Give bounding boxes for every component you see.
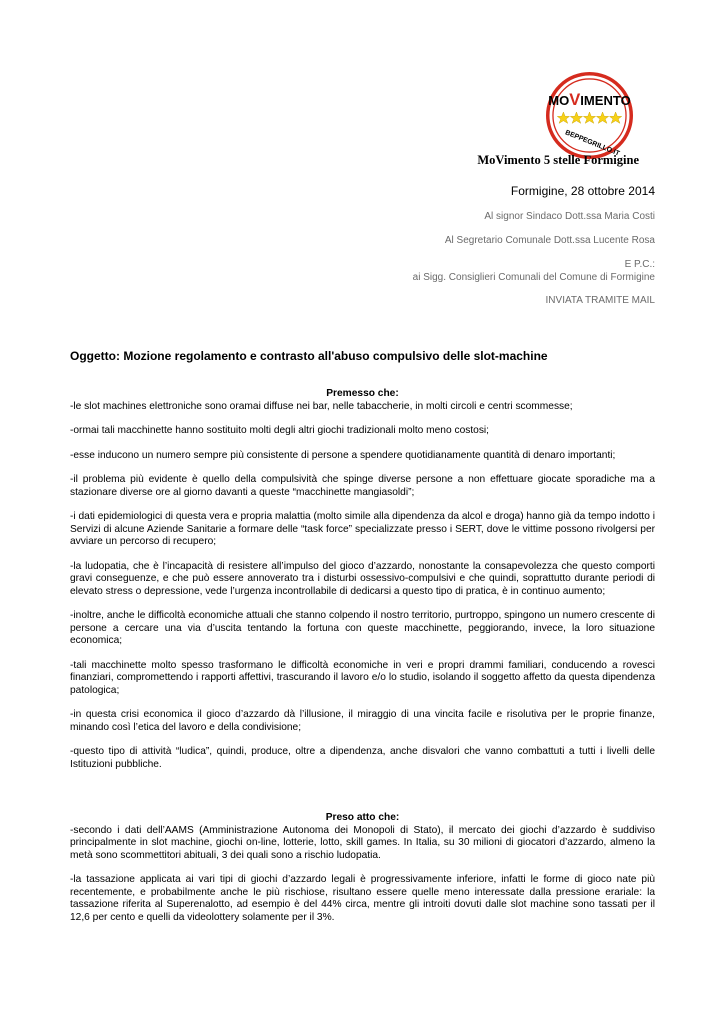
cc-label: E P.C.: xyxy=(624,259,655,270)
document-date: Formigine, 28 ottobre 2014 xyxy=(510,184,655,198)
preso-atto-item: -secondo i dati dell’AAMS (Amministrazione Autonoma dei Monopoli di Stato), il mercato dei giochi d’azzardo è suddiviso principalmente in slot machine, giochi on-line, lotterie, lotto, skill games. In Italia, su 30 milioni di giocatori d’azzardo, almeno la metà sono scommettitori abituali, 3 dei quali sono a rischio ludopatia. xyxy=(70,824,655,861)
logo-brand-text: MOVIMENTO xyxy=(548,90,631,110)
addressee-secretary: Al Segretario Comunale Dott.ssa Lucente Rosa xyxy=(444,235,655,246)
premesso-item: -inoltre, anche le difficoltà economiche attuali che stanno colpendo il nostro territorio, purtroppo, spingono un numero crescente di persone a cercare una via d’uscita tentando la fortuna con queste macchinette, peggiorando, invece, la loro situazione economica; xyxy=(70,610,655,646)
cc-text: ai Sigg. Consiglieri Comunali del Comune di Formigine xyxy=(412,272,655,283)
premesso-item: -esse inducono un numero sempre più consistente di persone a spendere quotidianamente quantità di denaro importanti; xyxy=(70,449,616,461)
premesso-section xyxy=(70,388,655,771)
preso-atto-heading: Preso atto che: xyxy=(325,812,400,823)
premesso-heading: Premesso che: xyxy=(326,388,399,399)
premesso-item: -le slot machines elettroniche sono oramai diffuse nei bar, nelle tabaccherie, in molti circoli e centri scommesse; xyxy=(70,400,573,412)
document-subject: Oggetto: Mozione regolamento e contrasto all'abuso compulsivo delle slot-machine xyxy=(70,349,548,363)
premesso-item: -i dati epidemiologici di questa vera e propria malattia (molto simile alla dipendenza da alcol e droga) hanno già da tempo indotto i Servizi di alcune Aziende Sanitarie a formare delle “task force” specializzate presso i SERT, dove le vittime possono rivolgersi per avviare un percorso di recupero; xyxy=(70,511,655,547)
preso-atto-section xyxy=(70,812,655,924)
sent-via-note: INVIATA TRAMITE MAIL xyxy=(545,295,655,306)
premesso-item: -in questa crisi economica il gioco d’azzardo dà l’illusione, il miraggio di una vincita facile e risolutiva per le proprie finanze, minando così l’etica del lavoro e della condivisione; xyxy=(70,709,655,733)
movimento-5-stelle-logo xyxy=(546,72,633,159)
premesso-item: -questo tipo di attività “ludica”, quindi, produce, oltre a dipendenza, anche disvalori che vanno combattuti a tutti i livelli delle Istituzioni pubbliche. xyxy=(70,746,655,770)
premesso-item: -tali macchinette molto spesso trasformano le difficoltà economiche in veri e propri drammi familiari, conducendo a rovesci finanziari, compromettendo i rapporti affettivi, trascurando il lavoro e/o lo studio, isolando il soggetto affetto da questa dipendenza patologica; xyxy=(70,659,655,696)
preso-atto-item: -la tassazione applicata ai vari tipi di giochi d’azzardo legali è progressivamente inferiore, infatti le forme di gioco nate più recentemente, e probabilmente anche le più rischiose, risultano essere quelle meno interessate dalla pressione erariale: la tassazione riferita al Superenalotto, ad esempio è del 44% circa, mentre gli introiti dovuti dalle slot machine sono tassati per il 12,6 per cento e quelli da videolottery solamente per il 3%. xyxy=(70,874,655,923)
premesso-item: -la ludopatia, che è l’incapacità di resistere all’impulso del gioco d’azzardo, nonostante la consapevolezza che questo comporti gravi conseguenze, e che può essere annoverato tra i disturbi ossessivo-compulsivi e che quindi, soprattutto durante periodi di elevato stress o depressione, vede l’urgenza incontrollabile di dedicarsi a questo tipo di pratica, è in continuo aumento; xyxy=(70,560,655,597)
premesso-item: -ormai tali macchinette hanno sostituito molti degli altri giochi tradizionali molto meno costosi; xyxy=(70,425,490,436)
cc-block xyxy=(413,258,655,284)
addressee-mayor: Al signor Sindaco Dott.ssa Maria Costi xyxy=(484,211,655,222)
premesso-item: -il problema più evidente è quello della compulsività che spinge diverse persone a non effettuare giocate sporadiche ma a stazionare diverse ore al giorno davanti a queste “macchinette mangiasoldi”; xyxy=(70,474,655,498)
org-title: MoVimento 5 stelle Formigine xyxy=(477,153,639,167)
logo-arc-text: BEPPEGRILLO.IT xyxy=(564,129,621,158)
